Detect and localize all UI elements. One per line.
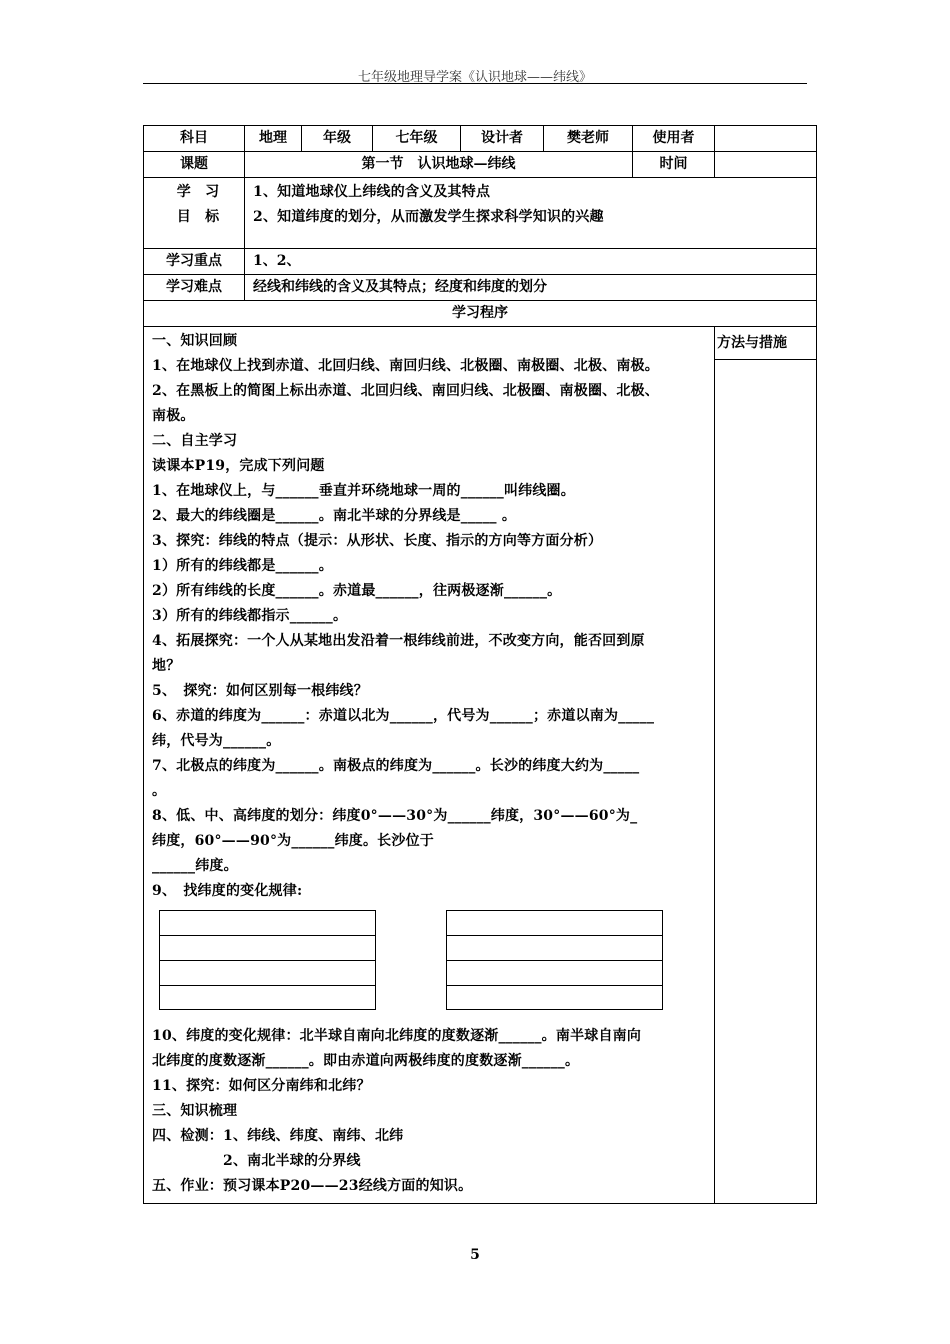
info-row-2 xyxy=(144,152,817,178)
content-line: 9、 找纬度的变化规律: xyxy=(152,883,303,899)
content-line: 1）所有的纬线都是______。 xyxy=(152,558,333,574)
procedure-label: 学习程序 xyxy=(144,301,817,327)
time-label: 时间 xyxy=(633,152,715,178)
diagram-row xyxy=(160,936,375,961)
content-line: 2、南北半球的分界线 xyxy=(152,1153,361,1169)
time-value xyxy=(715,152,817,178)
content-line: 2）所有纬线的长度______。赤道最______，往两极逐渐______。 xyxy=(152,583,562,599)
topic-value: 第一节 认识地球—纬线 xyxy=(245,152,633,178)
designer-value: 樊老师 xyxy=(544,126,633,152)
content-line: 四、检测：1、纬线、纬度、南纬、北纬 xyxy=(152,1128,404,1144)
content-line: 11、探究：如何区分南纬和北纬？ xyxy=(152,1078,371,1094)
content-line: 1、在地球仪上找到赤道、北回归线、南回归线、北极圈、南极圈、北极、南极。 xyxy=(152,358,659,374)
subject-label: 科目 xyxy=(144,126,245,152)
procedure-content xyxy=(144,327,715,1204)
difficulties-row xyxy=(144,275,817,301)
content-line: 一、知识回顾 xyxy=(152,333,238,349)
lesson-plan-table xyxy=(143,125,817,1204)
content-part-a xyxy=(152,329,708,904)
user-value xyxy=(715,126,817,152)
designer-label: 设计者 xyxy=(461,126,544,152)
diagram-row xyxy=(447,986,662,1011)
page-number: 5 xyxy=(470,1247,480,1263)
goals-label-line1: 学 习 xyxy=(176,184,220,200)
grade-label: 年级 xyxy=(302,126,373,152)
subject-value: 地理 xyxy=(245,126,302,152)
content-line: 二、自主学习 xyxy=(152,433,238,449)
goals-row xyxy=(144,178,817,249)
content-line: ______纬度。 xyxy=(152,858,238,874)
content-line: 。 xyxy=(152,783,167,799)
info-row-1 xyxy=(144,126,817,152)
goals-label xyxy=(144,178,245,249)
key-points-label: 学习重点 xyxy=(144,249,245,275)
diagram-row xyxy=(160,961,375,986)
grade-value: 七年级 xyxy=(373,126,461,152)
latitude-diagram-left xyxy=(159,910,376,1010)
methods-column xyxy=(715,327,817,1204)
diagram-row xyxy=(447,911,662,936)
diagram-row xyxy=(160,986,375,1011)
procedure-header-row xyxy=(144,301,817,327)
content-line: 2、在黑板上的简图上标出赤道、北回归线、南回归线、北极圈、南极圈、北极、 xyxy=(152,383,659,399)
content-line: 8、低、中、高纬度的划分：纬度0°——30°为______纬度，30°——60°为_ xyxy=(152,808,638,824)
goals-label-line2: 目 标 xyxy=(176,209,220,225)
methods-label: 方法与措施 xyxy=(715,327,816,360)
content-line: 南极。 xyxy=(152,408,195,424)
goal-item: 1、知道地球仪上纬线的含义及其特点 xyxy=(253,184,491,200)
latitude-diagram-right xyxy=(446,910,663,1010)
content-line: 纬，代号为______。 xyxy=(152,733,281,749)
content-line: 6、赤道的纬度为______：赤道以北为______，代号为______；赤道以南为_____ xyxy=(152,708,655,724)
difficulties-label: 学习难点 xyxy=(144,275,245,301)
topic-label: 课题 xyxy=(144,152,245,178)
content-line: 纬度，60°——90°为______纬度。长沙位于 xyxy=(152,833,434,849)
content-line: 读课本P19，完成下列问题 xyxy=(152,458,325,474)
content-part-b xyxy=(152,1024,708,1199)
content-line: 5、 探究：如何区别每一根纬线？ xyxy=(152,683,368,699)
procedure-body-row xyxy=(144,327,817,1204)
key-points-value: 1、2、 xyxy=(245,249,817,275)
difficulties-value: 经线和纬线的含义及其特点；经度和纬度的划分 xyxy=(245,275,817,301)
user-label: 使用者 xyxy=(633,126,715,152)
content-line: 1、在地球仪上，与______垂直并环绕地球一周的______叫纬线圈。 xyxy=(152,483,575,499)
content-line: 2、最大的纬线圈是______。南北半球的分界线是_____ 。 xyxy=(152,508,517,524)
content-line: 3）所有的纬线都指示______。 xyxy=(152,608,348,624)
content-line: 三、知识梳理 xyxy=(152,1103,238,1119)
header-rule xyxy=(143,83,807,84)
diagram-row xyxy=(160,911,375,936)
goal-item: 2、知道纬度的划分，从而激发学生探求科学知识的兴趣 xyxy=(253,209,604,225)
content-line: 北纬度的度数逐渐______。即由赤道向两极纬度的度数逐渐______。 xyxy=(152,1053,580,1069)
content-line: 地？ xyxy=(152,658,181,674)
content-line: 7、北极点的纬度为______。南极点的纬度为______。长沙的纬度大约为_____ xyxy=(152,758,640,774)
content-line: 3、探究：纬线的特点（提示：从形状、长度、指示的方向等方面分析） xyxy=(152,533,603,549)
latitude-diagrams xyxy=(152,904,708,1024)
page-header: 七年级地理导学案《认识地球——纬线》 xyxy=(357,70,592,85)
diagram-row xyxy=(447,961,662,986)
content-line: 4、拓展探究：一个人从某地出发沿着一根纬线前进，不改变方向，能否回到原 xyxy=(152,633,645,649)
content-line: 10、纬度的变化规律：北半球自南向北纬度的度数逐渐______。南半球自南向 xyxy=(152,1028,642,1044)
key-points-row xyxy=(144,249,817,275)
content-line: 五、作业：预习课本P20——23经线方面的知识。 xyxy=(152,1178,473,1194)
diagram-row xyxy=(447,936,662,961)
goals-content xyxy=(245,178,817,249)
